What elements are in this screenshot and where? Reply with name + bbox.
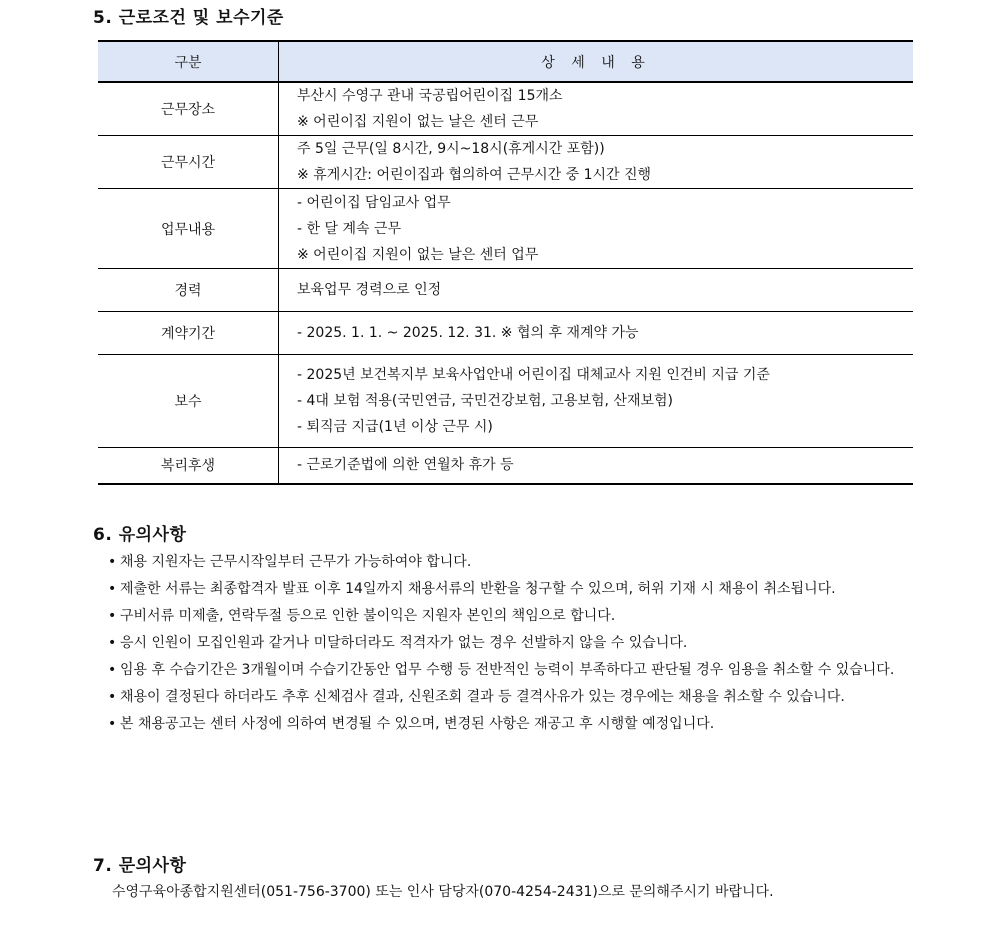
header-category: 구분 bbox=[98, 41, 279, 82]
table-row bbox=[98, 355, 913, 448]
list-item: • 본 채용공고는 센터 사정에 의하여 변경될 수 있으며, 변경된 사항은 재공고 후 시행할 예정입니다. bbox=[108, 711, 898, 738]
working-conditions-table bbox=[98, 40, 913, 485]
row-label-welfare: 복리후생 bbox=[98, 448, 279, 484]
row-label-contract: 계약기간 bbox=[98, 312, 279, 355]
row-label-duties: 업무내용 bbox=[98, 189, 279, 269]
detail-line: 주 5일 근무(일 8시간, 9시~18시(휴게시간 포함)) bbox=[297, 141, 605, 157]
row-details-contract bbox=[279, 312, 914, 355]
row-label-salary: 보수 bbox=[98, 355, 279, 448]
table-row bbox=[98, 269, 913, 312]
detail-line: 보육업무 경력으로 인정 bbox=[297, 282, 442, 298]
section-title-contact: 7. 문의사항 bbox=[93, 856, 187, 876]
list-item: • 임용 후 수습기간은 3개월이며 수습기간동안 업무 수행 등 전반적인 능력이 부족하다고 판단될 경우 임용을 취소할 수 있습니다. bbox=[108, 657, 898, 684]
row-label-hours: 근무시간 bbox=[98, 136, 279, 189]
row-label-career: 경력 bbox=[98, 269, 279, 312]
notes-list bbox=[108, 549, 898, 738]
list-item: • 채용이 결정된다 하더라도 추후 신체검사 결과, 신원조회 결과 등 결격사유가 있는 경우에는 채용을 취소할 수 있습니다. bbox=[108, 684, 898, 711]
row-details-duties bbox=[279, 189, 914, 269]
table-row bbox=[98, 312, 913, 355]
table-header-row bbox=[98, 41, 913, 82]
list-item: • 응시 인원이 모집인원과 같거나 미달하더라도 적격자가 없는 경우 선발하지 않을 수 있습니다. bbox=[108, 630, 898, 657]
detail-line: 부산시 수영구 관내 국공립어린이집 15개소 bbox=[297, 88, 563, 104]
detail-line: - 한 달 계속 근무 bbox=[297, 220, 401, 237]
detail-line: - 4대 보험 적용(국민연금, 국민건강보험, 고용보험, 산재보험) bbox=[297, 393, 673, 409]
detail-line: - 근로기준법에 의한 연월차 휴가 등 bbox=[297, 457, 514, 474]
row-details-hours bbox=[279, 136, 914, 189]
table-row bbox=[98, 136, 913, 189]
table-row bbox=[98, 189, 913, 269]
contact-text: 수영구육아종합지원센터(051-756-3700) 또는 인사 담당자(070-4254-2431)으로 문의해주시기 바랍니다. bbox=[112, 884, 774, 900]
header-details: 상 세 내 용 bbox=[279, 41, 914, 82]
detail-line: - 2025년 보건복지부 보육사업안내 어린이집 대체교사 지원 인건비 지급 기준 bbox=[297, 367, 770, 383]
detail-line: - 어린이집 담임교사 업무 bbox=[297, 194, 451, 211]
detail-line: ※ 어린이집 지원이 없는 날은 센터 근무 bbox=[297, 114, 539, 130]
row-details-workplace bbox=[279, 82, 914, 136]
table-row bbox=[98, 448, 913, 484]
list-item: • 제출한 서류는 최종합격자 발표 이후 14일까지 채용서류의 반환을 청구할 수 있으며, 허위 기재 시 채용이 취소됩니다. bbox=[108, 576, 898, 603]
detail-line: - 퇴직금 지급(1년 이상 근무 시) bbox=[297, 419, 493, 435]
detail-line: ※ 휴게시간: 어린이집과 협의하여 근무시간 중 1시간 진행 bbox=[297, 167, 652, 183]
row-details-salary bbox=[279, 355, 914, 448]
table-row bbox=[98, 82, 913, 136]
list-item: • 채용 지원자는 근무시작일부터 근무가 가능하여야 합니다. bbox=[108, 549, 898, 576]
row-details-welfare bbox=[279, 448, 914, 484]
section-title-conditions: 5. 근로조건 및 보수기준 bbox=[93, 8, 284, 28]
detail-line: - 2025. 1. 1. ~ 2025. 12. 31. ※ 협의 후 재계약 가능 bbox=[297, 325, 639, 341]
section-title-notes: 6. 유의사항 bbox=[93, 525, 187, 545]
detail-line: ※ 어린이집 지원이 없는 날은 센터 업무 bbox=[297, 246, 539, 263]
list-item: • 구비서류 미제출, 연락두절 등으로 인한 불이익은 지원자 본인의 책임으로 합니다. bbox=[108, 603, 898, 630]
row-details-career bbox=[279, 269, 914, 312]
row-label-workplace: 근무장소 bbox=[98, 82, 279, 136]
